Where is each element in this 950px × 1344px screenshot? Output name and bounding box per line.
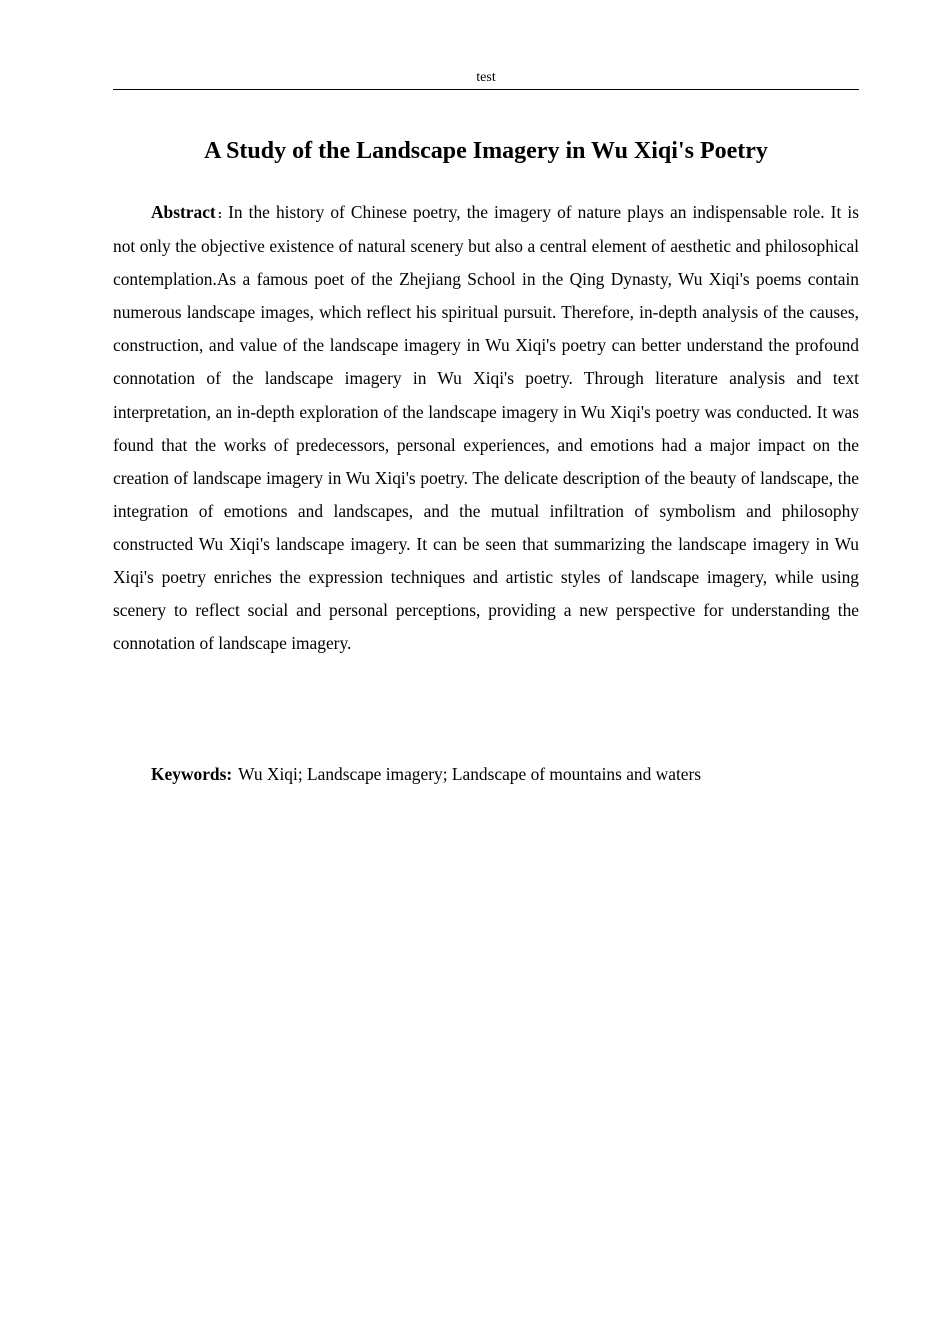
abstract-paragraph bbox=[113, 196, 859, 660]
abstract-colon: : bbox=[217, 206, 223, 221]
page-header bbox=[113, 68, 859, 90]
keywords-text: Wu Xiqi; Landscape imagery; Landscape of mountains and waters bbox=[238, 764, 702, 784]
abstract-label: Abstract bbox=[151, 202, 216, 222]
keywords-label: Keywords: bbox=[151, 764, 233, 784]
keywords-line bbox=[151, 758, 859, 791]
abstract-text: In the history of Chinese poetry, the imagery of nature plays an indispensable role. It is not only the objective existence of natural scenery but also a central element of aesthetic and philosophical contemplation.As a famous poet of the Zhejiang School in the Qing Dynasty, Wu Xiqi's poems contain numerous landscape images, which reflect his spiritual pursuit. Therefore, in-depth analysis of the causes, construction, and value of the landscape imagery in Wu Xiqi's poetry can better understand the profound connotation of the landscape imagery in Wu Xiqi's poetry. Through literature analysis and text interpretation, an in-depth exploration of the landscape imagery in Wu Xiqi's poetry was conducted. It was found that the works of predecessors, personal experiences, and emotions had a major impact on the creation of landscape imagery in Wu Xiqi's poetry. The delicate description of the beauty of landscape, the integration of emotions and landscapes, and the mutual infiltration of symbolism and philosophy constructed Wu Xiqi's landscape imagery. It can be seen that summarizing the landscape imagery in Wu Xiqi's poetry enriches the expression techniques and artistic styles of landscape imagery, while using scenery to reflect social and personal perceptions, providing a new perspective for understanding the connotation of landscape imagery. bbox=[113, 202, 859, 654]
header-text: test bbox=[476, 70, 496, 85]
paper-title: A Study of the Landscape Imagery in Wu Xiqi's Poetry bbox=[204, 138, 768, 164]
